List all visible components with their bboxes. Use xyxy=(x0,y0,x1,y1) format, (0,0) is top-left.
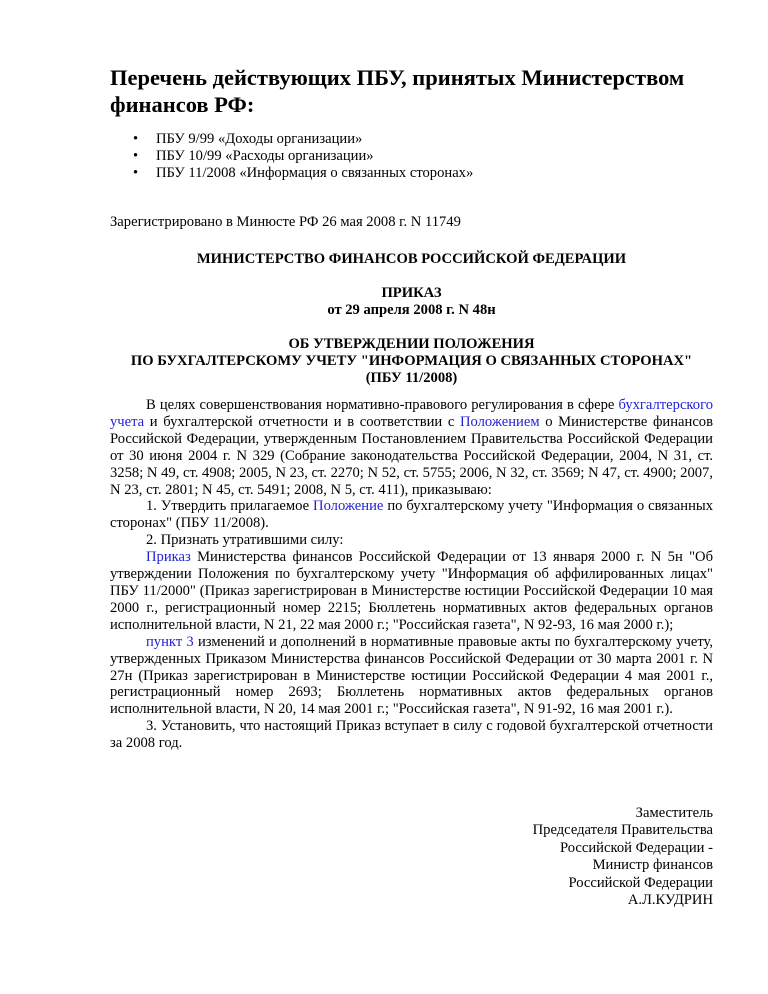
signature-line-3: Российской Федерации - xyxy=(560,839,713,856)
preamble-text-b: и бухгалтерской отчетности и в соответствии с xyxy=(144,413,460,430)
page-title-line-1: Перечень действующих ПБУ, принятых Министерством xyxy=(110,65,685,90)
pbu-list xyxy=(110,131,710,182)
preamble-text-c: о Министерстве финансов Российской Федерации, утвержденным Постановлением Правительства Российской Федерации от 30 июня 2004 г. N 329 (Собрание законодательства Российской Федерации, 2004, N 31, ст. 3258; N 49, ст. 4908; 2005, N 23, ст. 2270; N 52, ст. 5755; 2006, N 32, ст. 3569; N 47, ст. 4900; 2007, N 23, ст. 2801; N 45, ст. 5491; 2008, N 5, ст. 411), приказываю: xyxy=(110,413,713,498)
order-subject-line-3: (ПБУ 11/2008) xyxy=(365,370,458,386)
item-1-text-a: 1. Утвердить прилагаемое xyxy=(146,498,314,515)
regulation-link-2[interactable]: Положение xyxy=(313,498,384,515)
registration-note: Зарегистрировано в Минюсте РФ 26 мая 2008 г. N 11749 xyxy=(110,214,461,230)
preamble-paragraph xyxy=(110,397,713,498)
page-title xyxy=(110,64,730,118)
item-2-paragraph: 2. Признать утратившими силу: xyxy=(146,532,344,549)
regulation-link[interactable]: Положением xyxy=(460,413,540,430)
order-link[interactable]: Приказ xyxy=(146,549,191,566)
preamble-text-a: В целях совершенствования нормативно-правового регулирования в сфере xyxy=(146,397,619,413)
order-body xyxy=(110,397,713,752)
list-item: • ПБУ 9/99 «Доходы организации» xyxy=(110,131,710,148)
repealed-clause-paragraph xyxy=(110,634,713,719)
item-1-text-b: по бухгалтерскому учету "Информация о связанных сторонах" (ПБУ 11/2008). xyxy=(110,498,713,532)
signature-line-1: Заместитель xyxy=(635,805,713,821)
order-date: от 29 апреля 2008 г. N 48н xyxy=(327,302,496,318)
list-item: • ПБУ 10/99 «Расходы организации» xyxy=(110,148,710,165)
list-item: • ПБУ 11/2008 «Информация о связанных сторонах» xyxy=(110,165,710,182)
order-subject-line-1: ОБ УТВЕРЖДЕНИИ ПОЛОЖЕНИЯ xyxy=(288,336,535,352)
signature-block xyxy=(533,805,713,909)
repealed-clause-text: изменений и дополнений в нормативные правовые акты по бухгалтерскому учету, утвержденных Приказом Министерства финансов Российской Федерации от 30 марта 2001 г. N 27н (Приказ зарегистрирован в Министерстве юстиции Российской Федерации 4 мая 2001 г., регистрационный номер 2693; Бюллетень нормативных актов федеральных органов исполнительной власти, N 20, 14 мая 2001 г.; "Российская газета", N 91-92, 16 мая 2001 г.). xyxy=(110,633,713,718)
signature-line-5: Российской Федерации xyxy=(568,874,713,891)
clause-3-link[interactable]: пункт 3 xyxy=(146,633,194,650)
accounting-link[interactable]: бухгалтерского учета xyxy=(110,397,713,430)
order-subject-line-2: ПО БУХГАЛТЕРСКОМУ УЧЕТУ "ИНФОРМАЦИЯ О СВЯЗАННЫХ СТОРОНАХ" xyxy=(130,353,693,369)
ministry-name: МИНИСТЕРСТВО ФИНАНСОВ РОССИЙСКОЙ ФЕДЕРАЦИИ xyxy=(196,251,627,267)
signatory-name: А.Л.КУДРИН xyxy=(627,892,713,909)
signature-line-4: Министр финансов xyxy=(592,857,713,874)
repealed-order-text: Министерства финансов Российской Федерации от 13 января 2000 г. N 5н "Об утверждении Положения по бухгалтерскому учету "Информация об аффилированных лицах" ПБУ 11/2000" (Приказ зарегистрирован в Министерстве юстиции Российской Федерации 10 мая 2000 г., регистрационный номер 2215; Бюллетень нормативных актов федеральных органов исполнительной власти, N 21, 22 мая 2000 г.; "Российская газета", N 92-93, 16 мая 2000 г.); xyxy=(110,549,713,633)
item-3-paragraph: 3. Установить, что настоящий Приказ вступает в силу с годовой бухгалтерской отчетности за 2008 год. xyxy=(110,718,713,752)
order-title: ПРИКАЗ xyxy=(381,285,442,301)
page-title-line-2: финансов РФ: xyxy=(110,92,255,117)
repealed-order-paragraph xyxy=(110,549,713,634)
item-1-paragraph xyxy=(110,498,713,532)
signature-line-2: Председателя Правительства xyxy=(532,822,713,839)
